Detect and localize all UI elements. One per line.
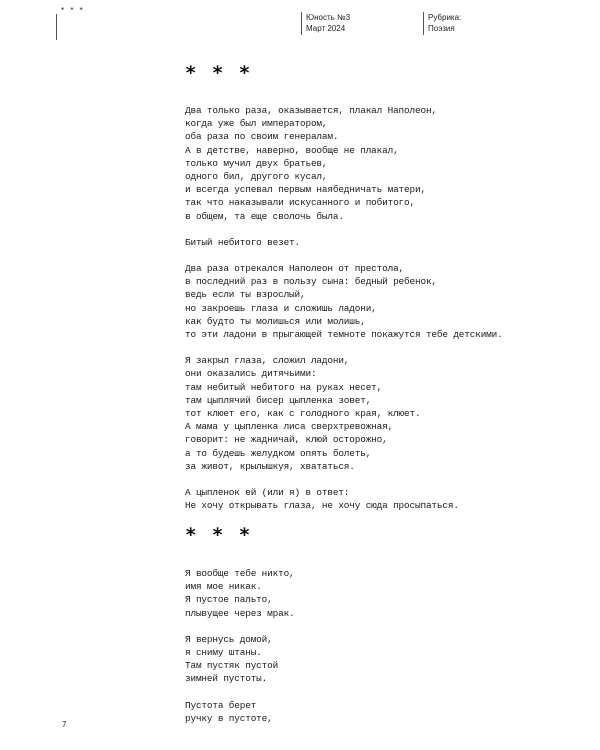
stanza [185, 567, 295, 620]
issue-date: Март 2024 [306, 24, 346, 33]
poem-line: то эти ладони в прыгающей темноте покажутся тебе детскими. [185, 329, 503, 341]
stanza [185, 104, 503, 223]
poem-1-heading: * * * [185, 62, 251, 84]
poem-2-heading: * * * [185, 524, 251, 546]
stanza [185, 486, 503, 512]
stanza [185, 633, 295, 686]
poem-line: за живот, крылышкуя, хвататься. [185, 460, 355, 472]
poem-line: одного бил, другого кусал, [185, 171, 328, 183]
poem-line: оба раза по своим генералам. [185, 131, 339, 143]
poem-line: говорит: не жадничай, клюй осторожно, [185, 434, 388, 446]
header-asterism-mark: * * * [61, 6, 85, 15]
poem-line: как будто ты молишься или молишь, [185, 315, 366, 327]
stanza [185, 699, 295, 725]
header-issue-divider [301, 12, 302, 35]
header-issue-info [306, 12, 350, 34]
poem-line: я сниму штаны. [185, 647, 262, 659]
poem-line: Два только раза, оказывается, плакал Наполеон, [185, 105, 437, 116]
page-number: 7 [62, 720, 67, 729]
poem-line: когда уже был императором, [185, 118, 328, 130]
rubric-value: Поэзия [428, 24, 455, 33]
poem-line: ручку в пустоте, [185, 712, 273, 724]
header-left-divider [56, 14, 57, 40]
poem-line: Там пустяк пустой [185, 660, 279, 672]
poem-line: а то будешь желудком опять болеть, [185, 447, 372, 459]
header-rubric-divider [423, 12, 424, 35]
poem-line: плывущее через мрак. [185, 607, 295, 619]
poem-line: А в детстве, наверно, вообще не плакал, [185, 144, 399, 156]
poem-line: тот клюет его, как с голодного края, клюет. [185, 408, 421, 420]
poem-line: Я вообще тебе никто, [185, 568, 295, 579]
poem-line: там цыплячий бисер цыпленка зовет, [185, 394, 372, 406]
poem-line: в последний раз в пользу сына: бедный ребенок, [185, 276, 437, 288]
poem-line: но закроешь глаза и сложишь ладони, [185, 302, 377, 314]
rubric-label: Рубрика: [428, 13, 462, 22]
poem-line: А цыпленок ей (или я) в ответ: [185, 487, 350, 499]
poem-line: там небитый небитого на руках несет, [185, 381, 383, 393]
poem-2-body [185, 567, 295, 725]
issue-title: Юность №3 [306, 13, 351, 22]
poem-line: Я пустое пальто, [185, 594, 273, 606]
poem-line: в общем, та еще сволочь была. [185, 210, 344, 222]
poem-line: Я закрыл глаза, сложил ладони, [185, 355, 350, 367]
stanza [185, 354, 503, 473]
poem-line: Битый небитого везет. [185, 236, 300, 248]
stanza [185, 262, 503, 341]
poem-line: Два раза отрекался Наполеон от престола, [185, 263, 405, 275]
poem-line: имя мое никак. [185, 581, 262, 593]
poem-line: Пустота берет [185, 699, 257, 711]
poem-line: они оказались дитячьими: [185, 368, 317, 380]
poem-line: так что наказывали искусанного и побитого, [185, 197, 415, 209]
stanza [185, 236, 503, 249]
poem-1-body [185, 104, 503, 512]
poem-line: Не хочу открывать глаза, не хочу сюда просыпаться. [185, 500, 459, 512]
poem-line: А мама у цыпленка лиса сверхтревожная, [185, 421, 394, 433]
poem-line: ведь если ты взрослый, [185, 289, 306, 301]
poem-line: зимней пустоты. [185, 673, 268, 685]
header-rubric-info [428, 12, 461, 34]
poem-line: только мучил двух братьев, [185, 157, 328, 169]
poem-line: Я вернусь домой, [185, 633, 273, 645]
poem-line: и всегда успевал первым наябедничать матери, [185, 184, 426, 196]
